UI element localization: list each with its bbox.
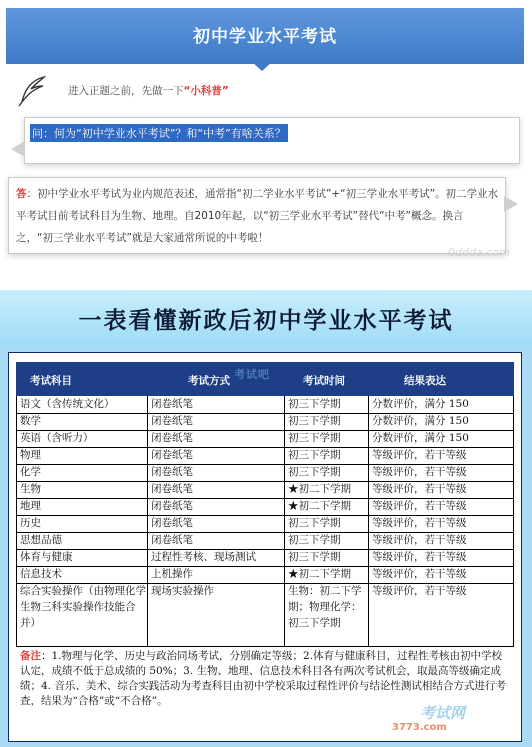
banner-notch <box>252 62 272 71</box>
header-time: 考试时间 <box>303 375 345 387</box>
intro-highlight: “小科普” <box>183 85 229 97</box>
cell-subject: 物理 <box>20 449 41 461</box>
cell-subject: 生物 <box>20 483 41 495</box>
cell-time: 生物：初二下学期；物理化学：初三下学期 <box>288 585 362 629</box>
cell-subject: 数学 <box>20 415 41 427</box>
cell-subject: 体育与健康 <box>20 551 73 563</box>
cell-method: 闭卷纸笔 <box>151 534 193 546</box>
table-row <box>16 515 514 533</box>
cell-method: 闭卷纸笔 <box>151 466 193 478</box>
section-banner <box>6 8 524 62</box>
answer-text: ：初中学业水平考试为业内规范表述，通常指“初二学业水平考试”+“初三学业水平考试”。初二学业水平考试目前考试科目为生物、地理。自2010年起，以“初三学业水平考试”替代“中考”概念。换言之，“初三学业水平考试”就是大家通常所说的中考啦！ <box>16 188 499 244</box>
grid-line <box>368 396 369 646</box>
table-body <box>16 396 514 646</box>
cell-subject: 综合实验操作（由物理化学生物三科实验操作技能合并） <box>20 585 146 629</box>
cell-method: 上机操作 <box>151 568 193 580</box>
intro-line <box>68 83 229 98</box>
table-row <box>16 532 514 550</box>
header-result: 结果表达 <box>404 375 446 387</box>
table-row <box>16 396 514 414</box>
cell-result: 分数评价，满分 150 <box>372 398 469 410</box>
cell-subject: 历史 <box>20 517 41 529</box>
grid-line <box>284 396 285 646</box>
cell-time: 初三下学期 <box>288 517 341 529</box>
header-method: 考试方式 <box>188 375 230 387</box>
feather-pen-icon <box>16 74 50 108</box>
watermark-bottom: 3773.com <box>392 722 447 733</box>
intro-text: 进入正题之前，先做一下 <box>68 85 184 97</box>
table-row <box>16 549 514 567</box>
cell-method: 闭卷纸笔 <box>151 517 193 529</box>
cell-subject: 英语（含听力） <box>20 432 94 444</box>
watermark-brand: 考试网 <box>420 704 466 722</box>
table-row <box>16 447 514 465</box>
cell-time: ★初二下学期 <box>288 568 351 580</box>
table-row <box>16 413 514 431</box>
question-box-pointer <box>11 141 25 157</box>
cell-method: 闭卷纸笔 <box>151 483 193 495</box>
note-text: ：1.物理与化学、历史与政治同场考试，分别确定等级；2.体育与健康科目，过程性考核由初中学校认定，成绩不低于总成绩的 50%；3. 生物、地理、信息技术科目各有两次考试机会，取最高等级确定成绩；4. 音乐、美术、综合实践活动为考查科目由初中学校采取过程性评价与结论性测试相结合方式进行考查，结果为“合格”或“不合格”。 <box>20 650 506 707</box>
table-row <box>16 498 514 516</box>
header-subject: 考试科目 <box>30 375 72 387</box>
cell-result: 等级评价，若干等级 <box>372 551 467 563</box>
cell-result: 分数评价，满分 150 <box>372 432 469 444</box>
cell-result: 等级评价，若干等级 <box>372 517 467 529</box>
answer-text-block <box>16 183 500 249</box>
cell-time: 初三下学期 <box>288 466 341 478</box>
table-row <box>16 566 514 584</box>
cell-result: 分数评价，满分 150 <box>372 415 469 427</box>
cell-time: 初三下学期 <box>288 449 341 461</box>
cell-time: 初三下学期 <box>288 415 341 427</box>
cell-subject: 语文（含传统文化） <box>20 398 115 410</box>
cell-result: 等级评价，若干等级 <box>372 500 467 512</box>
table-title: 一表看懂新政后初中学业水平考试 <box>78 307 454 334</box>
cell-method: 闭卷纸笔 <box>151 415 193 427</box>
cell-time: ★初二下学期 <box>288 483 351 495</box>
cell-method: 过程性考核、现场测试 <box>151 551 256 563</box>
grid-line <box>16 396 17 646</box>
cell-result: 等级评价，若干等级 <box>372 568 467 580</box>
watermark-side: 0ddda.com <box>448 246 510 259</box>
cell-subject: 信息技术 <box>20 568 62 580</box>
table-row <box>16 430 514 448</box>
cell-time: 初三下学期 <box>288 551 341 563</box>
banner-title: 初中学业水平考试 <box>193 27 337 47</box>
question-text: 问：何为“初中学业水平考试”？和“中考”有啥关系？ <box>30 124 288 142</box>
watermark-top: 考试吧 <box>234 368 270 381</box>
cell-result: 等级评价，若干等级 <box>372 585 467 597</box>
cell-time: 初三下学期 <box>288 534 341 546</box>
grid-line <box>147 396 148 646</box>
cell-method: 闭卷纸笔 <box>151 432 193 444</box>
table-banner <box>0 290 532 346</box>
table-note <box>20 649 510 709</box>
cell-subject: 地理 <box>20 500 41 512</box>
table-row <box>16 481 514 499</box>
cell-result: 等级评价，若干等级 <box>372 449 467 461</box>
cell-time: ★初二下学期 <box>288 500 351 512</box>
cell-method: 闭卷纸笔 <box>151 449 193 461</box>
answer-label: 答 <box>16 188 27 200</box>
note-label: 备注 <box>20 650 41 662</box>
cell-method: 闭卷纸笔 <box>151 500 193 512</box>
cell-subject: 思想品德 <box>20 534 62 546</box>
cell-result: 等级评价，若干等级 <box>372 483 467 495</box>
answer-box-pointer <box>504 196 518 212</box>
cell-result: 等级评价，若干等级 <box>372 534 467 546</box>
cell-time: 初三下学期 <box>288 432 341 444</box>
table-row <box>16 583 514 647</box>
cell-result: 等级评价，若干等级 <box>372 466 467 478</box>
cell-subject: 化学 <box>20 466 41 478</box>
table-row <box>16 464 514 482</box>
grid-line <box>513 396 514 646</box>
cell-method: 现场实验操作 <box>151 585 214 597</box>
cell-method: 闭卷纸笔 <box>151 398 193 410</box>
cell-time: 初三下学期 <box>288 398 341 410</box>
